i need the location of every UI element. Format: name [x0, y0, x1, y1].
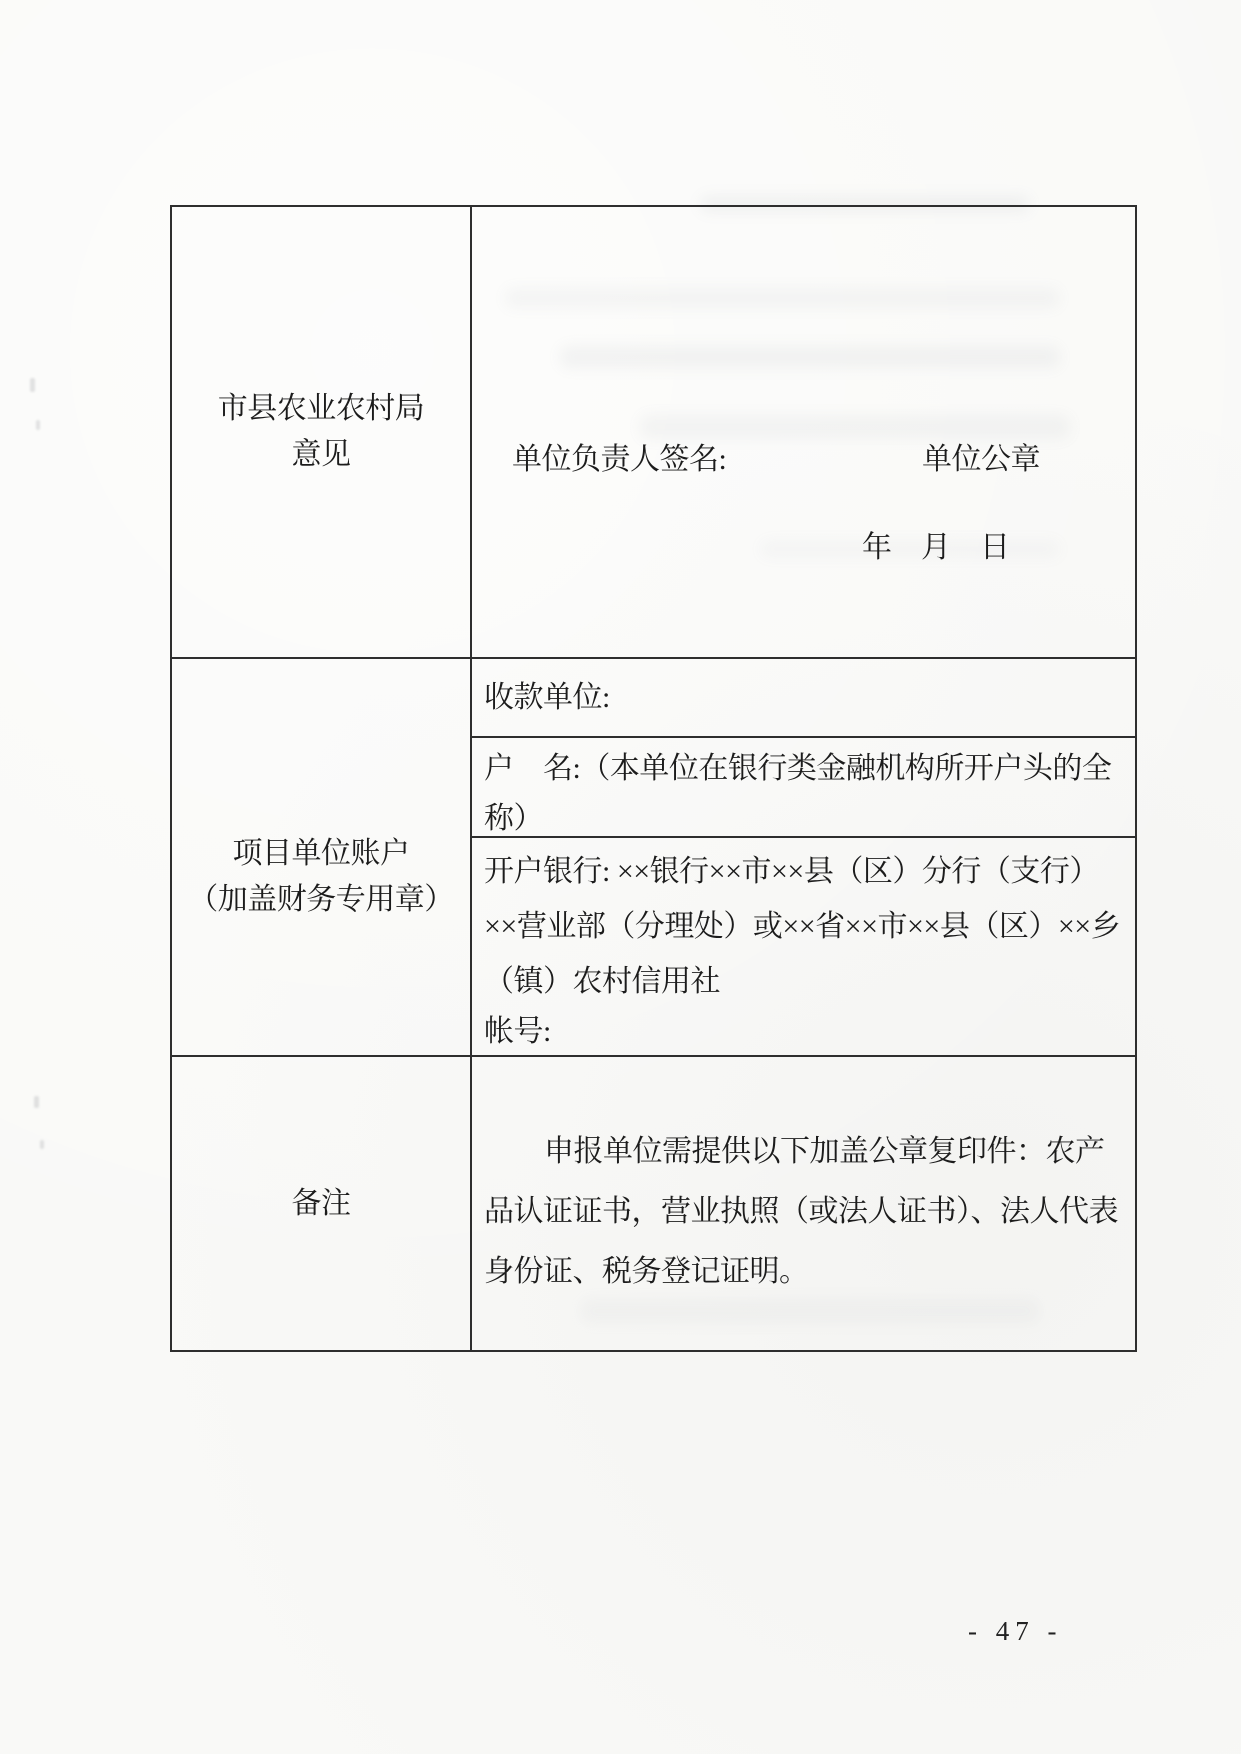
scan-speck-artifact: [30, 378, 35, 392]
page-number: - 47 -: [968, 1616, 1063, 1646]
opinion-label-cell: [172, 207, 472, 657]
account-number-label: 帐号:: [484, 1015, 551, 1048]
remarks-row: [172, 1055, 1135, 1350]
opinion-label-line1: 市县农业农村局: [217, 392, 425, 425]
account-label-line2: （加盖财务专用章）: [188, 883, 454, 916]
remarks-label-cell: [172, 1057, 472, 1350]
payee-label: 收款单位:: [484, 681, 610, 714]
account-label-block: [188, 831, 454, 923]
date-label: 年 月 日: [862, 531, 1010, 564]
opinion-label-line2: 意见: [291, 438, 351, 471]
seal-label: 单位公章: [922, 443, 1040, 476]
account-name-label: 户 名:（本单位在银行类金融机构所开户头的全称）: [484, 752, 1112, 835]
remarks-text: 申报单位需提供以下加盖公章复印件：农产品认证证书，营业执照（或法人证书）、法人代表身份证、税务登记证明。: [484, 1134, 1118, 1288]
form-table: [170, 205, 1137, 1352]
scan-speck-artifact: [40, 1140, 44, 1149]
opinion-row: [172, 207, 1135, 657]
account-row: [172, 657, 1135, 1055]
scan-speck-artifact: [36, 420, 40, 430]
account-label-line1: 项目单位账户: [232, 837, 410, 870]
remarks-content-cell: [472, 1057, 1135, 1350]
signature-label: 单位负责人签名:: [512, 443, 727, 476]
payee-subrow: [472, 659, 1135, 736]
opinion-content-cell: [472, 207, 1135, 657]
signature-seal-line: [512, 437, 1040, 482]
remarks-label: 备注: [291, 1186, 351, 1220]
scan-speck-artifact: [34, 1096, 39, 1108]
bank-subrow: [472, 836, 1135, 1055]
bank-label: 开户银行: ××银行××市××县（区）分行（支行）××营业部（分理处）或××省××市××县（区）××乡（镇）农村信用社: [484, 855, 1121, 998]
account-content-cell: [472, 659, 1135, 1055]
account-name-subrow: [472, 736, 1135, 836]
account-label-cell: [172, 659, 472, 1055]
